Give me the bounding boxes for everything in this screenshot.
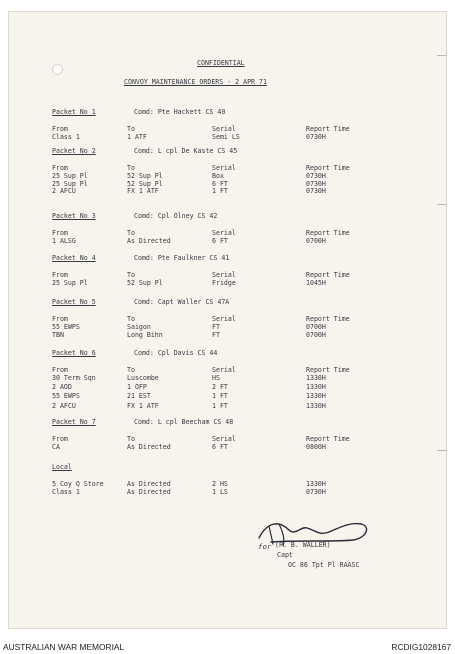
cell-serial: 2 HS	[212, 480, 228, 488]
classification-heading: CONFIDENTIAL	[197, 59, 245, 67]
cell-report-time: 0800H	[306, 442, 326, 451]
column-header-serial: Serial	[212, 125, 236, 133]
cell-report-time: 0700H	[306, 236, 326, 245]
signatory-rank: Capt	[277, 551, 293, 559]
cell-to: 1 ATF	[127, 132, 147, 141]
cell-to: 52 Sup Pl	[127, 171, 163, 180]
packet-heading: Packet No 2	[52, 147, 96, 155]
cell-serial: 1 FT	[212, 401, 228, 410]
cell-to: As Directed	[127, 442, 171, 451]
column-header-to: To	[127, 125, 135, 133]
cell-from: 25 Sup Pl	[52, 179, 88, 188]
cell-from: 25 Sup Pl	[52, 278, 88, 287]
cell-report-time: 0730H	[306, 171, 326, 180]
cell-to: As Directed	[127, 487, 171, 496]
column-header-to: To	[127, 315, 135, 323]
cell-report-time: 0700H	[306, 330, 326, 339]
column-header-report-time: Report Time	[306, 164, 350, 172]
cell-from: 25 Sup Pl	[52, 171, 88, 180]
cell-to: As Directed	[127, 236, 171, 245]
cell-report-time: 1330H	[306, 373, 326, 382]
cell-serial: 6 FT	[212, 236, 228, 245]
column-header-report-time: Report Time	[306, 271, 350, 279]
cell-serial: FT	[212, 330, 220, 339]
column-header-from: From	[52, 271, 68, 279]
cell-from: Class 1	[52, 132, 80, 141]
cell-to: 21 EST	[127, 392, 151, 401]
column-header-serial: Serial	[212, 229, 236, 237]
column-header-report-time: Report Time	[306, 229, 350, 237]
packet-heading: Packet No 6	[52, 349, 96, 357]
column-header-serial: Serial	[212, 164, 236, 172]
cell-from: 2 AFCU	[52, 401, 76, 410]
document-page	[9, 12, 446, 628]
cell-to: 1 OFP	[127, 383, 147, 392]
cell-serial: 1 FT	[212, 392, 228, 401]
column-header-from: From	[52, 435, 68, 443]
packet-commander: Comd: Cpl Olney CS 42	[134, 212, 218, 220]
column-header-from: From	[52, 125, 68, 133]
cell-report-time: 1330H	[306, 401, 326, 410]
cell-from: 55 EWPS	[52, 392, 80, 401]
margin-tick	[437, 204, 446, 205]
cell-report-time: 1330H	[306, 383, 326, 392]
archive-reference: RCDIG1028167	[391, 642, 451, 652]
column-header-report-time: Report Time	[306, 315, 350, 323]
packet-heading: Packet No 3	[52, 212, 96, 220]
archive-name: AUSTRALIAN WAR MEMORIAL	[3, 642, 125, 652]
document-title: CONVOY MAINTENANCE ORDERS - 2 APR 71	[124, 78, 267, 86]
cell-from: 5 Coy Q Store	[52, 480, 104, 488]
cell-report-time: 0700H	[306, 322, 326, 331]
column-header-to: To	[127, 435, 135, 443]
column-header-report-time: Report Time	[306, 435, 350, 443]
archive-footer	[0, 640, 455, 654]
packet-heading: Packet No 1	[52, 108, 96, 116]
column-header-to: To	[127, 366, 135, 374]
cell-to: Saigon	[127, 322, 151, 331]
cell-from: 2 AOD	[52, 383, 72, 392]
signatory-name: (P. B. WALLER)	[275, 541, 331, 549]
column-header-report-time: Report Time	[306, 125, 350, 133]
column-header-serial: Serial	[212, 315, 236, 323]
packet-commander: Comd: L cpl De Kaste CS 45	[134, 147, 238, 155]
cell-from: 1 ALSG	[52, 236, 76, 245]
cell-from: 30 Term Sqn	[52, 373, 96, 382]
cell-to: Long Bihn	[127, 330, 163, 339]
cell-serial: Box	[212, 171, 224, 180]
cell-from: 55 EWPS	[52, 322, 80, 331]
cell-to: As Directed	[127, 480, 171, 488]
packet-commander: Comd: L cpl Beecham CS 48	[134, 418, 234, 426]
column-header-serial: Serial	[212, 435, 236, 443]
cell-report-time: 1045H	[306, 278, 326, 287]
local-heading: Local	[52, 463, 72, 471]
packet-heading: Packet No 5	[52, 298, 96, 306]
cell-serial: 2 FT	[212, 383, 228, 392]
signature-for: for	[258, 542, 272, 551]
column-header-serial: Serial	[212, 366, 236, 374]
cell-serial: 1 FT	[212, 187, 228, 196]
punch-hole	[52, 64, 63, 75]
column-header-serial: Serial	[212, 271, 236, 279]
cell-report-time: 0730H	[306, 487, 326, 496]
cell-serial: 6 FT	[212, 442, 228, 451]
cell-report-time: 1330H	[306, 392, 326, 401]
column-header-to: To	[127, 271, 135, 279]
column-header-to: To	[127, 229, 135, 237]
column-header-from: From	[52, 315, 68, 323]
cell-from: CA	[52, 442, 60, 451]
column-header-report-time: Report Time	[306, 366, 350, 374]
cell-serial: 6 FT	[212, 179, 228, 188]
signatory-unit: OC 86 Tpt Pl RAASC	[288, 561, 360, 569]
packet-commander: Comd: Capt Waller CS 47A	[134, 298, 230, 306]
cell-serial: Fridge	[212, 278, 236, 287]
cell-report-time: 0730H	[306, 179, 326, 188]
column-header-from: From	[52, 366, 68, 374]
cell-from: 2 AFCU	[52, 187, 76, 196]
cell-to: FX 1 ATF	[127, 187, 159, 196]
column-header-from: From	[52, 164, 68, 172]
cell-report-time: 0730H	[306, 132, 326, 141]
packet-heading: Packet No 4	[52, 254, 96, 262]
packet-commander: Comd: Cpl Davis CS 44	[134, 349, 218, 357]
cell-report-time: 1330H	[306, 480, 326, 488]
column-header-from: From	[52, 229, 68, 237]
cell-serial: HS	[212, 373, 220, 382]
column-header-to: To	[127, 164, 135, 172]
cell-serial: FT	[212, 322, 220, 331]
margin-tick	[437, 450, 446, 451]
cell-serial: 1 LS	[212, 487, 228, 496]
margin-tick	[437, 55, 446, 56]
cell-to: 52 Sup Pl	[127, 278, 163, 287]
cell-report-time: 0730H	[306, 187, 326, 196]
cell-from: TBN	[52, 330, 64, 339]
packet-commander: Comd: Pte Hackett CS 40	[134, 108, 226, 116]
cell-to: 52 Sup Pl	[127, 179, 163, 188]
cell-to: FX 1 ATF	[127, 401, 159, 410]
cell-to: Luscombe	[127, 373, 159, 382]
packet-commander: Comd: Pte Faulkner CS 41	[134, 254, 230, 262]
cell-from: Class 1	[52, 487, 80, 496]
cell-serial: Semi LS	[212, 132, 240, 141]
packet-heading: Packet No 7	[52, 418, 96, 426]
